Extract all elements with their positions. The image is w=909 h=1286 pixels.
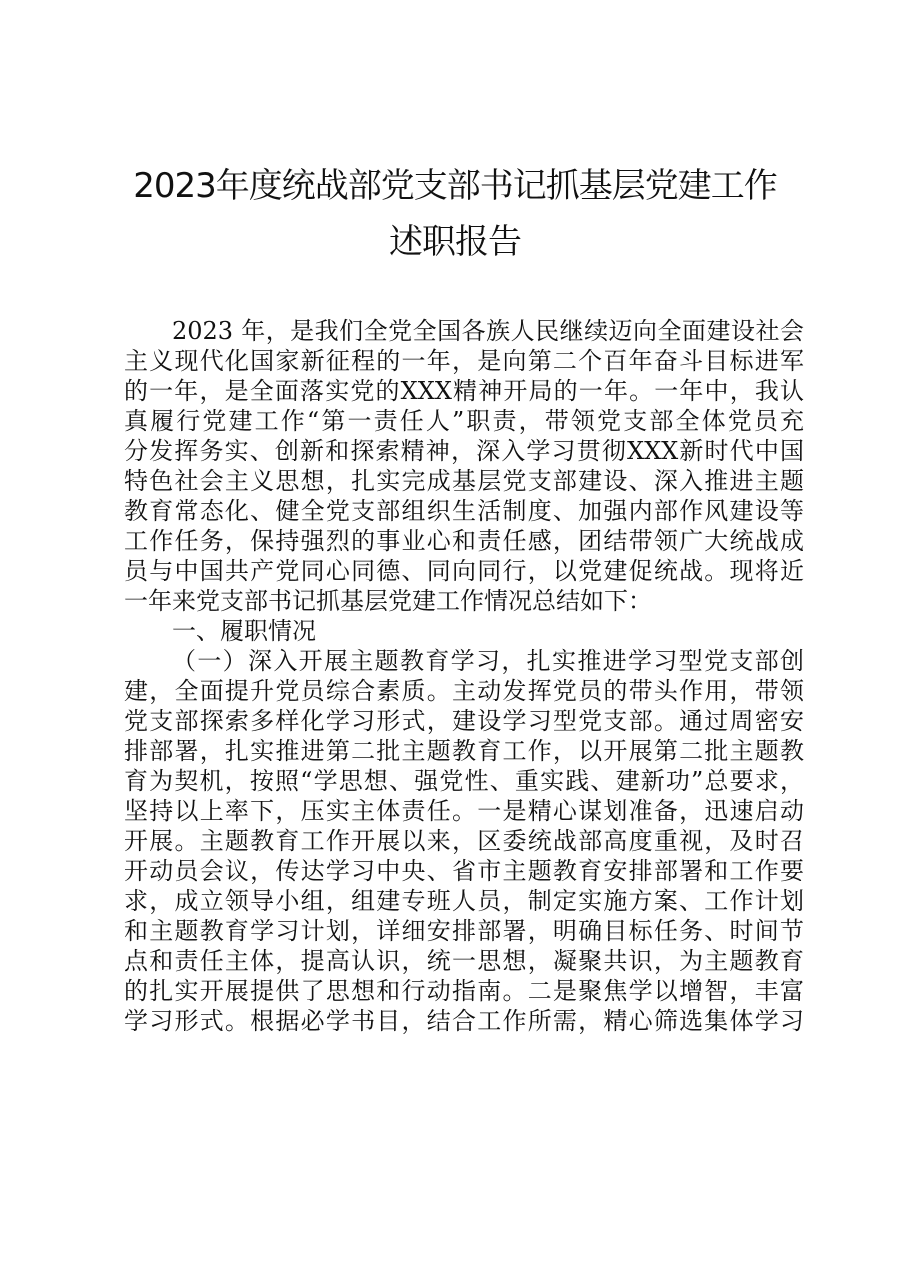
section-line: 建，全面提升党员综合素质。主动发挥党员的带头作用，带领: [124, 677, 804, 705]
section-line: 点和责任主体，提高认识，统一思想，凝聚共识，为主题教育: [124, 947, 804, 975]
intro-line: 员与中国共产党同心同德、同向同行，以党建促统战。现将近: [124, 557, 804, 585]
document-body: [124, 316, 804, 1036]
section-line: （一）深入开展主题教育学习，扎实推进学习型党支部创: [172, 647, 804, 675]
section-line: 求，成立领导小组，组建专班人员，制定实施方案、工作计划: [124, 887, 804, 915]
section-line: 排部署，扎实推进第二批主题教育工作，以开展第二批主题教: [124, 737, 804, 765]
title-line-1: 2023年度统战部党支部书记抓基层党建工作: [133, 166, 777, 206]
intro-line: 的一年，是全面落实党的XXX精神开局的一年。一年中，我认: [124, 377, 804, 405]
section-line: 开动员会议，传达学习中央、省市主题教育安排部署和工作要: [124, 857, 804, 885]
intro-line: 特色社会主义思想，扎实完成基层党支部建设、深入推进主题: [124, 467, 804, 495]
section-line: 学习形式。根据必学书目，结合工作所需，精心筛选集体学习: [124, 1007, 804, 1035]
section-line: 开展。主题教育工作开展以来，区委统战部高度重视，及时召: [124, 827, 804, 855]
section-line: 的扎实开展提供了思想和行动指南。二是聚焦学以增智，丰富: [124, 977, 804, 1005]
intro-line: 真履行党建工作“第一责任人”职责，带领党支部全体党员充: [124, 407, 804, 435]
intro-line: 一年来党支部书记抓基层党建工作情况总结如下：: [124, 587, 652, 615]
section-line: 和主题教育学习计划，详细安排部署，明确目标任务、时间节: [124, 917, 804, 945]
intro-line: 分发挥务实、创新和探索精神，深入学习贯彻XXX新时代中国: [124, 437, 804, 465]
section-line: 党支部探索多样化学习形式，建设学习型党支部。通过周密安: [124, 707, 804, 735]
intro-line: 工作任务，保持强烈的事业心和责任感，团结带领广大统战成: [124, 527, 804, 555]
document-title: [120, 158, 790, 270]
section-line: 育为契机，按照“学思想、强党性、重实践、建新功”总要求，: [124, 767, 804, 795]
intro-line: 教育常态化、健全党支部组织生活制度、加强内部作风建设等: [124, 497, 804, 525]
title-line-2: 述职报告: [389, 222, 521, 262]
section-line: 坚持以上率下，压实主体责任。一是精心谋划准备，迅速启动: [124, 797, 804, 825]
intro-line: 2023 年，是我们全党全国各族人民继续迈向全面建设社会: [172, 317, 804, 345]
intro-line: 主义现代化国家新征程的一年，是向第二个百年奋斗目标进军: [124, 347, 804, 375]
section-heading: 一、履职情况: [172, 617, 316, 645]
